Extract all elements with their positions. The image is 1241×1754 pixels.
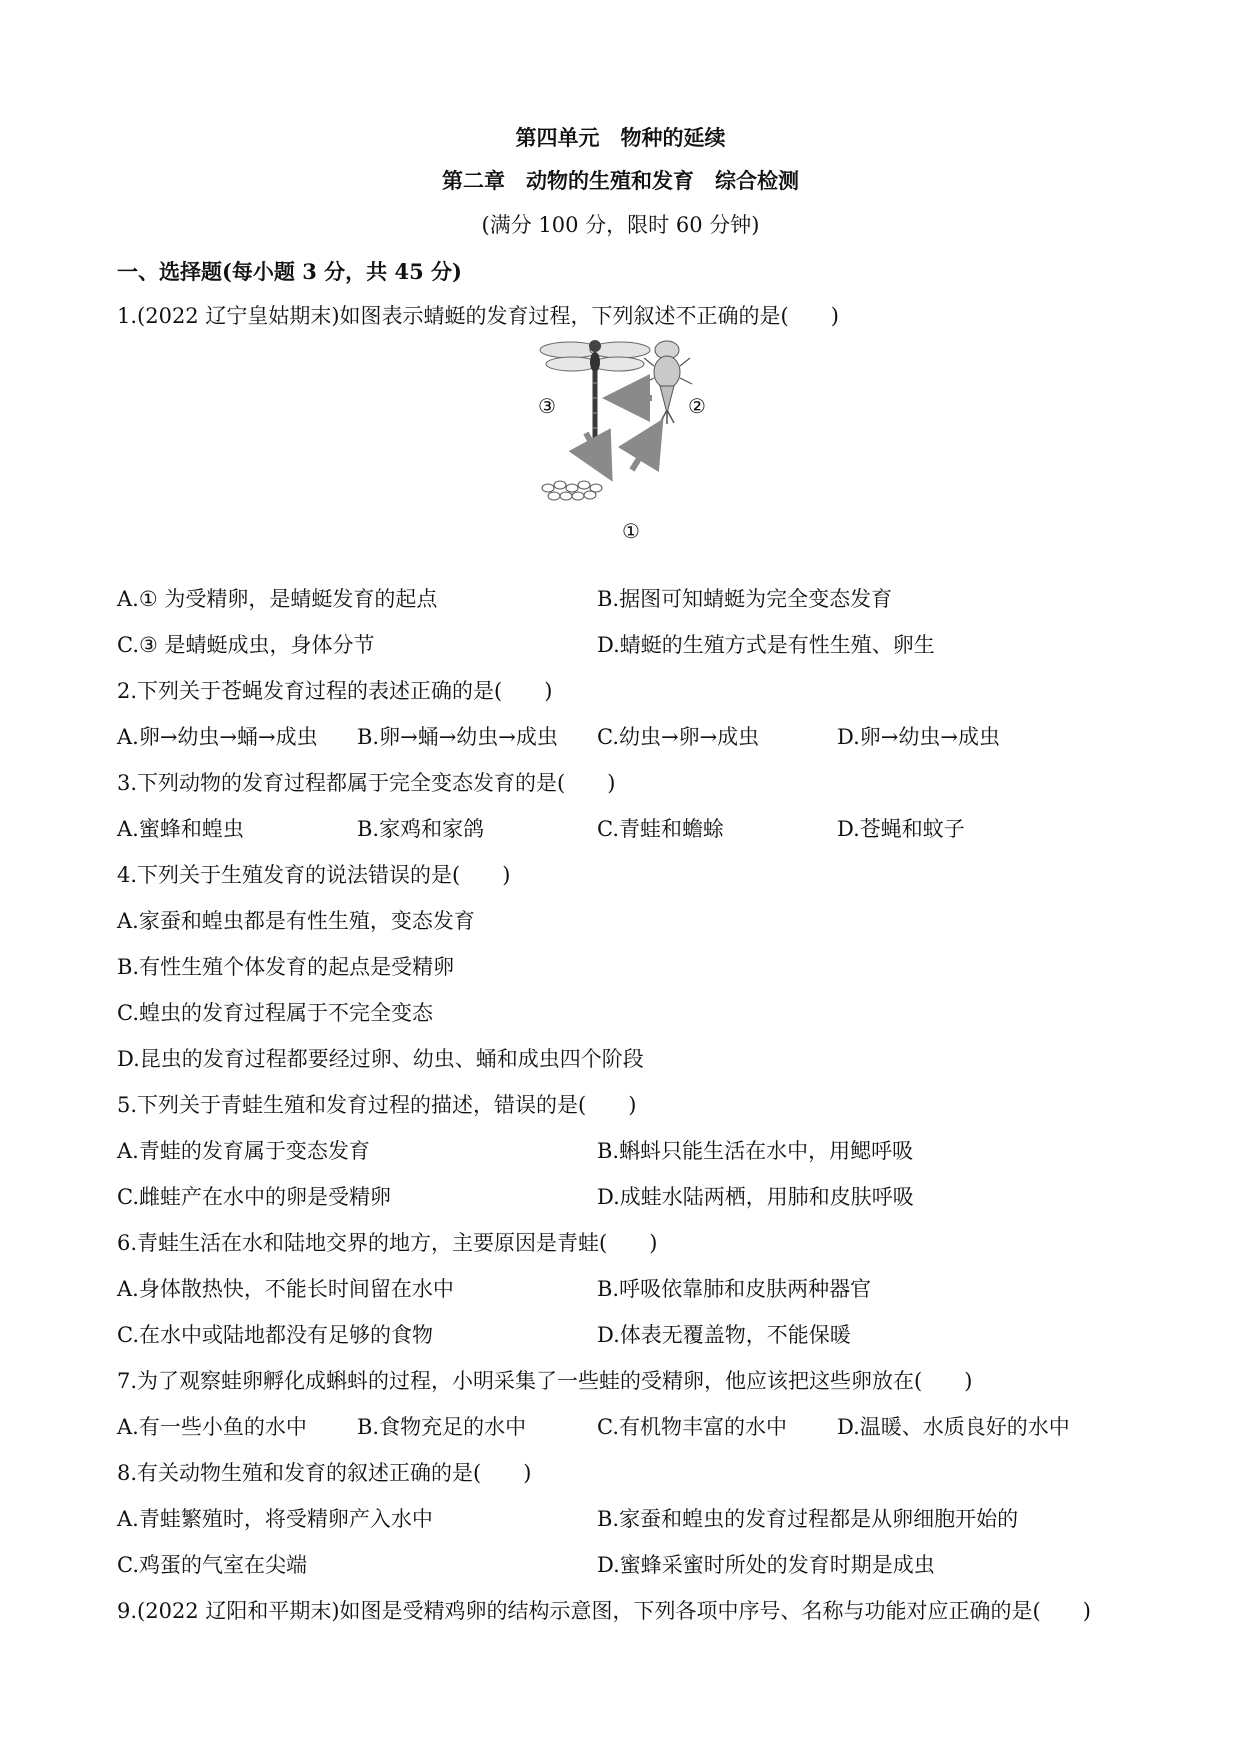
section-title: 一、选择题(每小题 3 分，共 45 分) [117, 259, 462, 284]
question-2-stem: 2.下列关于苍蝇发育过程的表述正确的是( ) [117, 679, 553, 703]
q4-option-b: B.有性生殖个体发育的起点是受精卵 [117, 955, 455, 979]
label-1: ① [622, 519, 640, 543]
q6-option-b: B.呼吸依靠肺和皮肤两种器官 [597, 1277, 872, 1301]
q6-option-a: A.身体散热快，不能长时间留在水中 [117, 1277, 454, 1301]
label-3: ③ [538, 394, 556, 418]
q4-option-c: C.蝗虫的发育过程属于不完全变态 [117, 1001, 433, 1025]
unit-title: 第四单元 物种的延续 [515, 125, 726, 150]
q8-option-a: A.青蛙繁殖时，将受精卵产入水中 [117, 1507, 433, 1531]
q7-option-c: C.有机物丰富的水中 [597, 1415, 787, 1439]
q8-option-b: B.家蚕和蝗虫的发育过程都是从卵细胞开始的 [597, 1507, 1019, 1531]
nymph-icon [642, 341, 692, 424]
q1-option-b: B.据图可知蜻蜓为完全变态发育 [597, 587, 893, 611]
q2-option-d: D.卵→幼虫→成虫 [837, 725, 1000, 749]
arrow-egg-to-nymph [632, 434, 654, 470]
life-cycle-diagram [530, 338, 715, 548]
question-9-stem: 9.(2022 辽阳和平期末)如图是受精鸡卵的结构示意图，下列各项中序号、名称与功能对应正确的是( ) [117, 1599, 1091, 1623]
q7-option-a: A.有一些小鱼的水中 [117, 1415, 307, 1439]
q2-option-b: B.卵→蛹→幼虫→成虫 [357, 725, 558, 749]
q5-option-a: A.青蛙的发育属于变态发育 [117, 1139, 370, 1163]
q2-option-c: C.幼虫→卵→成虫 [597, 725, 760, 749]
dragonfly-life-cycle-figure [530, 338, 715, 548]
dragonfly-icon [540, 340, 650, 446]
question-4-stem: 4.下列关于生殖发育的说法错误的是( ) [117, 863, 511, 887]
q8-option-d: D.蜜蜂采蜜时所处的发育时期是成虫 [597, 1553, 935, 1577]
q5-option-c: C.雌蛙产在水中的卵是受精卵 [117, 1185, 391, 1209]
q3-option-a: A.蜜蜂和蝗虫 [117, 817, 244, 841]
exam-info: (满分 100 分，限时 60 分钟) [481, 213, 760, 237]
q6-option-c: C.在水中或陆地都没有足够的食物 [117, 1323, 433, 1347]
question-1-stem: 1.(2022 辽宁皇姑期末)如图表示蜻蜓的发育过程，下列叙述不正确的是( ) [117, 304, 839, 328]
q5-option-b: B.蝌蚪只能生活在水中，用鳃呼吸 [597, 1139, 914, 1163]
q1-option-c: C.③ 是蜻蜓成虫，身体分节 [117, 633, 375, 657]
q1-option-a: A.① 为受精卵，是蜻蜓发育的起点 [117, 587, 438, 611]
q4-option-d: D.昆虫的发育过程都要经过卵、幼虫、蛹和成虫四个阶段 [117, 1047, 644, 1071]
label-2: ② [688, 394, 706, 418]
question-7-stem: 7.为了观察蛙卵孵化成蝌蚪的过程，小明采集了一些蛙的受精卵，他应该把这些卵放在( ) [117, 1369, 973, 1393]
q3-option-b: B.家鸡和家鸽 [357, 817, 485, 841]
q2-option-a: A.卵→幼虫→蛹→成虫 [117, 725, 318, 749]
q8-option-c: C.鸡蛋的气室在尖端 [117, 1553, 307, 1577]
q3-option-d: D.苍蝇和蚊子 [837, 817, 965, 841]
q6-option-d: D.体表无覆盖物，不能保暖 [597, 1323, 851, 1347]
question-3-stem: 3.下列动物的发育过程都属于完全变态发育的是( ) [117, 771, 616, 795]
question-5-stem: 5.下列关于青蛙生殖和发育过程的描述，错误的是( ) [117, 1093, 637, 1117]
q1-option-d: D.蜻蜓的生殖方式是有性生殖、卵生 [597, 633, 935, 657]
q7-option-d: D.温暖、水质良好的水中 [837, 1415, 1070, 1439]
q4-option-a: A.家蚕和蝗虫都是有性生殖，变态发育 [117, 909, 475, 933]
q7-option-b: B.食物充足的水中 [357, 1415, 527, 1439]
eggs-icon [542, 481, 602, 500]
q5-option-d: D.成蛙水陆两栖，用肺和皮肤呼吸 [597, 1185, 914, 1209]
q3-option-c: C.青蛙和蟾蜍 [597, 817, 724, 841]
question-8-stem: 8.有关动物生殖和发育的叙述正确的是( ) [117, 1461, 532, 1485]
chapter-title: 第二章 动物的生殖和发育 综合检测 [442, 168, 799, 193]
question-6-stem: 6.青蛙生活在水和陆地交界的地方，主要原因是青蛙( ) [117, 1231, 658, 1255]
